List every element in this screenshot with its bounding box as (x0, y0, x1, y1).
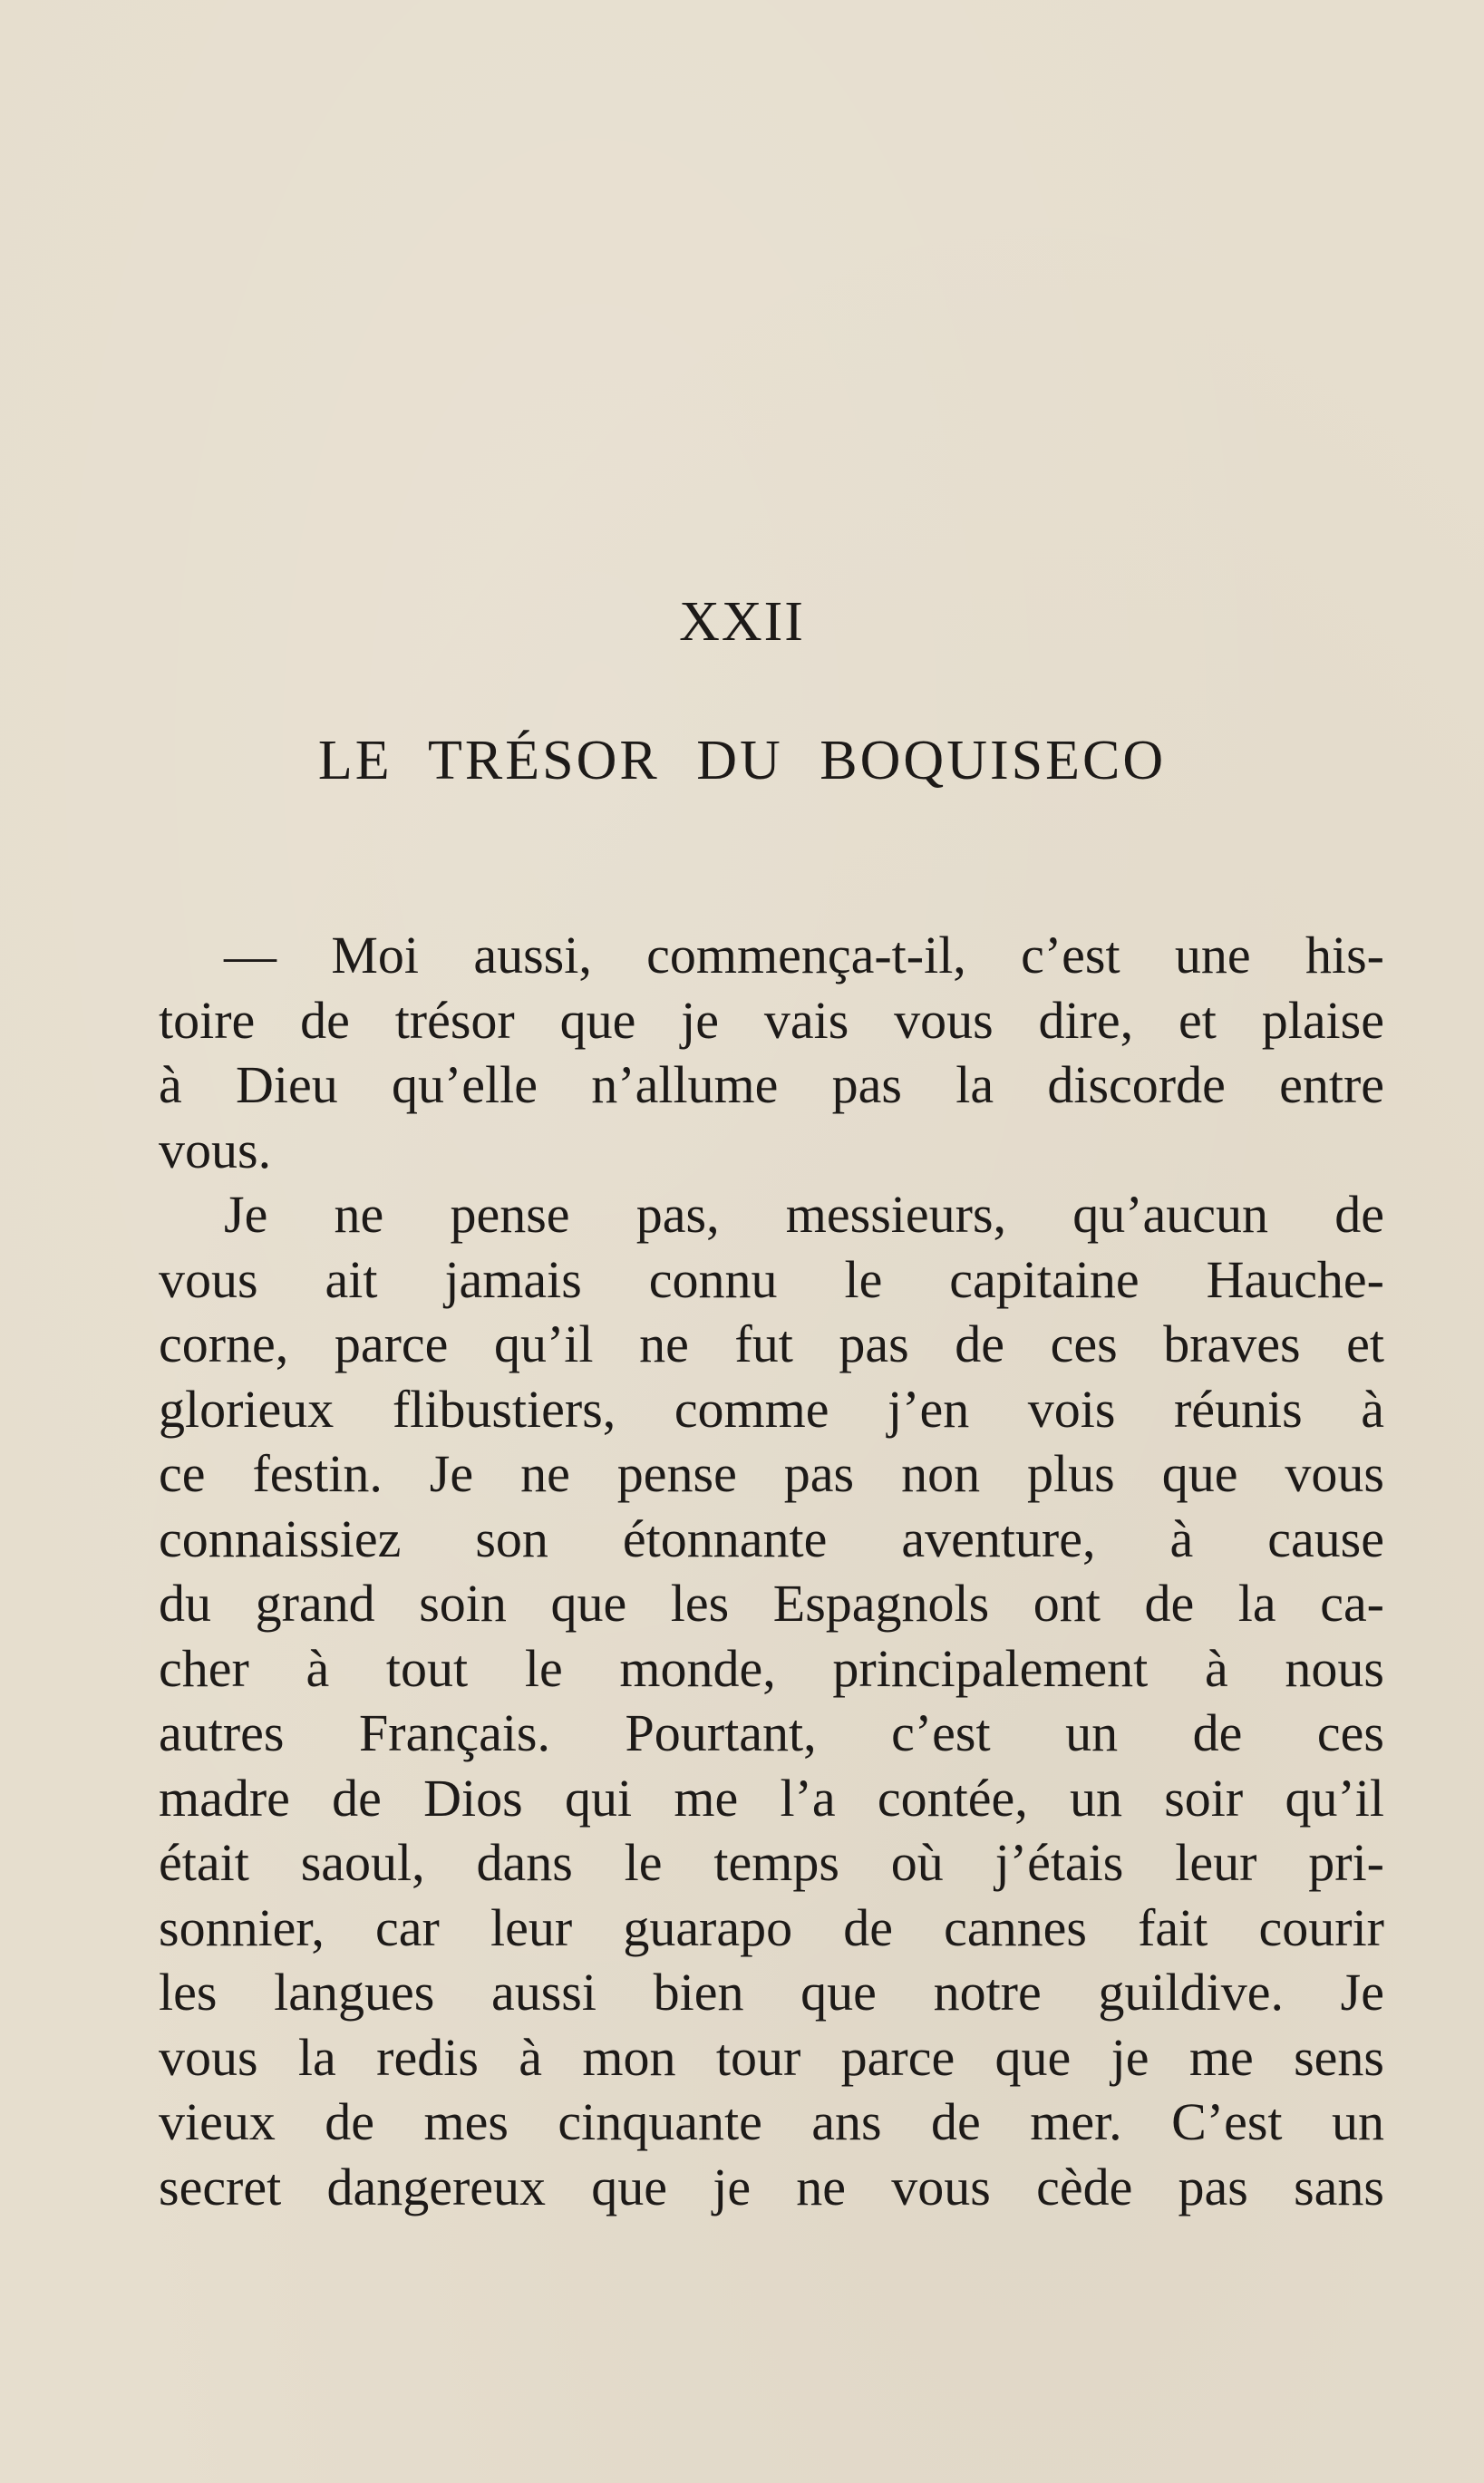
text-line: — Moi aussi, commença-t-il, c’est une his- (224, 926, 1384, 984)
text-line: Je ne pense pas, messieurs, qu’aucun de (224, 1185, 1384, 1244)
text-line: était saoul, dans le temps où j’étais leur pri- (159, 1833, 1384, 1892)
text-line: glorieux flibustiers, comme j’en vois réunis à (159, 1379, 1384, 1439)
chapter-number: XXII (679, 591, 805, 653)
text-line: vous la redis à mon tour parce que je me sens (159, 2027, 1384, 2087)
text-line: toire de trésor que je vais vous dire, et plaise (159, 990, 1384, 1050)
text-line: vous ait jamais connu le capitaine Hauche- (159, 1249, 1384, 1309)
text-line: vieux de mes cinquante ans de mer. C’est un (159, 2092, 1384, 2151)
text-line: cher à tout le monde, principalement à nous (159, 1638, 1384, 1698)
text-line: les langues aussi bien que notre guildive. Je (159, 1963, 1384, 2022)
text-line: sonnier, car leur guarapo de cannes fait courir (159, 1897, 1384, 1957)
text-line: madre de Dios qui me l’a contée, un soir qu’il (159, 1768, 1384, 1828)
text-line: ce festin. Je ne pense pas non plus que vous (159, 1444, 1384, 1503)
text-line: corne, parce qu’il ne fut pas de ces braves et (159, 1314, 1384, 1373)
chapter-body (159, 923, 1384, 2219)
text-line: à Dieu qu’elle n’allume pas la discorde entre (159, 1055, 1384, 1114)
text-line: vous. (159, 1120, 272, 1179)
chapter-title: LE TRÉSOR DU BOQUISECO (317, 730, 1167, 791)
text-line: du grand soin que les Espagnols ont de la ca- (159, 1574, 1384, 1633)
text-line: secret dangereux que je ne vous cède pas sans (159, 2157, 1384, 2216)
text-line: autres Français. Pourtant, c’est un de ces (159, 1703, 1384, 1762)
text-line: connaissiez son étonnante aventure, à cause (159, 1508, 1384, 1568)
